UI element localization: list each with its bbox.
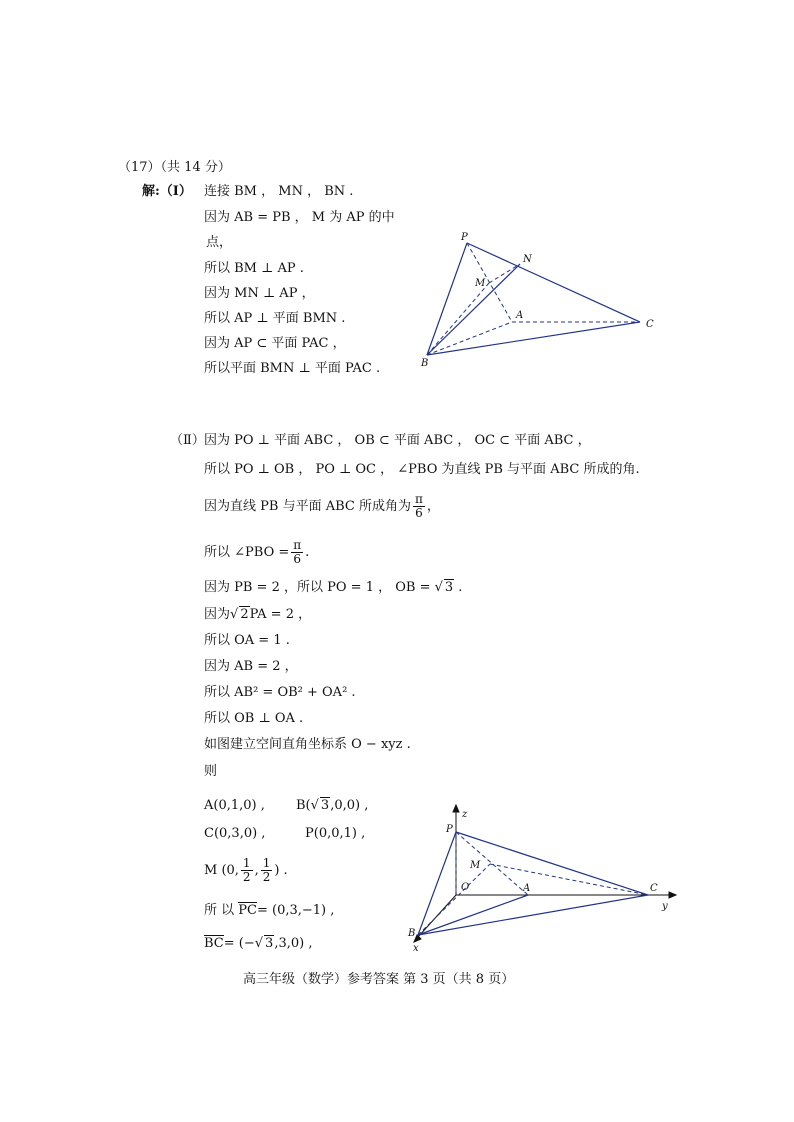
part1-line-8: 所以平面 BMN ⊥ 平面 PAC . (204, 361, 381, 376)
coord-A: A(0,1,0) , (204, 798, 265, 813)
label-M: M (475, 278, 486, 289)
label-C-2: C (650, 883, 658, 894)
label-A-2: A (523, 883, 531, 894)
label-N: N (523, 254, 532, 265)
label-x: x (413, 943, 419, 954)
coord-C: C(0,3,0) , (204, 826, 266, 841)
label-M-2: M (470, 860, 481, 871)
label-O: O (461, 882, 470, 893)
label-y: y (662, 901, 668, 912)
part2-line-10: 所以 OB ⊥ OA . (204, 711, 304, 726)
part2-line-3: 因为直线 PB 与平面 ABC 所成角为 $\frac{\pi}{6}$ ， (204, 492, 440, 520)
part2-line-6: 因为√ 2PA = 2 ， (204, 607, 312, 622)
problem-header: （17）（共 14 分） (118, 160, 231, 175)
vector-BC: BC= (−√ 3,3,0) , (204, 936, 313, 951)
edge-BC-2 (418, 895, 648, 935)
part1-line-2: 因为 AB = PB ， M 为 AP 的中 (204, 210, 395, 225)
part2-line-4: 所以 ∠PBO = $\frac{\pi}{6}$ . (204, 538, 310, 566)
part2-line-12: 则 (204, 764, 218, 779)
part1-line-1: 连接 BM ， MN ， BN . (204, 184, 354, 199)
label-A: A (516, 310, 524, 321)
edge-PC-2 (456, 832, 648, 895)
part2-line-7: 所以 OA = 1 . (204, 633, 290, 648)
part1-line-3: 点， (206, 235, 233, 250)
coord-P: P(0,0,1) , (305, 826, 366, 841)
part1-line-4: 所以 BM ⊥ AP . (204, 261, 304, 276)
fraction-pi-over-6-b: $\frac{\pi}{6}$ (293, 538, 302, 566)
part2-line-2: 所以 PO ⊥ OB ， PO ⊥ OC ， ∠PBO 为直线 PB 与平面 ABC 所成的角. (204, 462, 640, 477)
part2-line-8: 因为 AB = 2 ， (204, 659, 298, 674)
page-footer: 高三年级（数学）参考答案 第 3 页（共 8 页） (243, 972, 515, 987)
vector-PC: 所 以 PC= (0,3,−1) , (204, 903, 335, 918)
part1-line-7: 因为 AP ⊂ 平面 PAC ， (204, 336, 346, 351)
label-P-2: P (446, 824, 453, 835)
label-B-2: B (408, 928, 416, 939)
line3-text: 因为直线 PB 与平面 ABC 所成角为 (204, 499, 411, 514)
part2-line-1: 因为 PO ⊥ 平面 ABC ， OB ⊂ 平面 ABC ， OC ⊂ 平面 ABC ， (204, 433, 591, 448)
label-C: C (646, 319, 654, 330)
part2-line-5: 因为 PB = 2 ，所以 PO = 1 ， OB = √ 3 . (204, 580, 463, 595)
label-B: B (421, 358, 429, 369)
x-axis (418, 895, 456, 937)
coord-M: M (0, $\frac{1}{2}$ , $\frac{1}{2}$ ) . (204, 856, 288, 884)
label-z: z (462, 809, 468, 820)
coord-B: B(√ 3,0,0) , (296, 798, 369, 813)
part2-line-11: 如图建立空间直角坐标系 O − xyz . (204, 737, 411, 752)
part1-label: 解:（Ⅰ） (142, 184, 192, 199)
edge-BA-2 (418, 895, 528, 935)
label-P: P (461, 232, 468, 243)
y-axis-arrow (669, 892, 676, 898)
line4-text: 所以 ∠PBO = (204, 545, 290, 560)
z-axis-arrow (453, 805, 459, 812)
part1-line-5: 因为 MN ⊥ AP ， (204, 286, 315, 301)
fraction-pi-over-6: $\frac{\pi}{6}$ (414, 492, 423, 520)
part2-line-9: 所以 AB² = OB² + OA² . (204, 685, 356, 700)
edge-PB-2 (418, 832, 456, 935)
part1-line-6: 所以 AP ⊥ 平面 BMN . (204, 311, 346, 326)
part2-label: （Ⅱ） (170, 433, 205, 448)
